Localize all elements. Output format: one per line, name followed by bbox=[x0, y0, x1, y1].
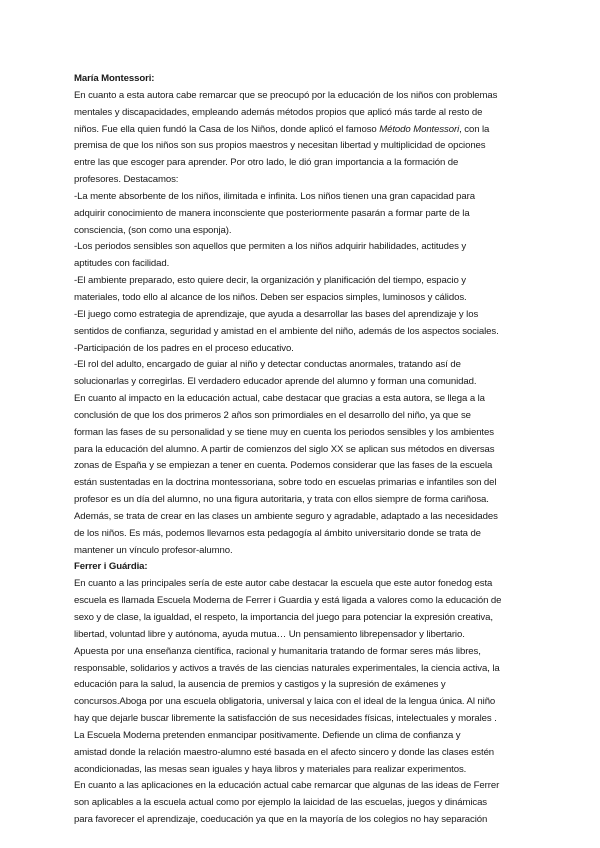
paragraph-line: materiales, todo ello al alcance de los niños. Deben ser espacios simples, luminosos y cálidos. bbox=[74, 291, 467, 303]
paragraph-line-text: , con la bbox=[459, 123, 490, 135]
paragraph-line: para favorecer el aprendizaje, coeducación ya que en la mayoría de los colegios no hay separación bbox=[74, 814, 488, 826]
paragraph-line: libertad, voluntad libre y autónoma, ayuda mutua… Un pensamiento librepensador y libertario. bbox=[74, 628, 465, 640]
paragraph-line: sentidos de confianza, seguridad y amistad en el ambiente del niño, además de los aspectos sociales. bbox=[74, 325, 499, 337]
paragraph-line: -El juego como estrategia de aprendizaje, que ayuda a desarrollar las bases del aprendizaje y los bbox=[74, 308, 479, 320]
paragraph-line: conclusión de que los dos primeros 2 años son primordiales en el desarrollo del niño, ya que se bbox=[74, 409, 471, 421]
paragraph-line: están sustentadas en la doctrina montessoriana, sobre todo en escuelas primarias e infantiles son del bbox=[74, 477, 497, 489]
paragraph-line: entre las que escoger para aprender. Por otro lado, le dió gran importancia a la formación de bbox=[74, 157, 459, 169]
paragraph-line: -El rol del adulto, encargado de guiar al niño y detectar conductas anormales, tratando así de bbox=[74, 359, 461, 371]
paragraph-line: profesores. Destacamos: bbox=[74, 174, 179, 186]
paragraph-line: sexo y de clase, la igualdad, el respeto, la importancia del juego para potenciar la expresión creativa, bbox=[74, 612, 493, 623]
paragraph-line: En cuanto a esta autora cabe remarcar que se preocupó por la educación de los niños con problemas bbox=[74, 89, 498, 101]
ferrer-body bbox=[74, 576, 534, 829]
paragraph-line: forman las fases de su personalidad y se tiene muy en cuenta los periodos sensibles y los ambientes bbox=[74, 426, 494, 438]
paragraph-line: En cuanto a las aplicaciones en la educación actual cabe remarcar que algunas de las ideas de Ferrer bbox=[74, 780, 500, 792]
paragraph-line: solucionarlas y corregirlas. El verdadero educador aprende del alumno y forman una comunidad. bbox=[74, 376, 477, 388]
paragraph-line: mantener un vínculo profesor-alumno. bbox=[74, 544, 233, 556]
paragraph-line: -Participación de los padres en el proceso educativo. bbox=[74, 342, 294, 354]
paragraph-line: Apuesta por una enseñanza científica, racional y humanitaria tratando de formar seres más libres, bbox=[74, 645, 481, 657]
paragraph-line: consciencia, (son como una esponja). bbox=[74, 224, 232, 236]
paragraph-line bbox=[74, 122, 534, 139]
section-heading-ferrer: Ferrer i Guárdia: bbox=[74, 561, 148, 573]
paragraph-line: -El ambiente preparado, esto quiere decir, la organización y planificación del tiempo, espacio y bbox=[74, 275, 466, 287]
paragraph-line: -La mente absorbente de los niños, ilimitada e infinita. Los niños tienen una gran capacidad para bbox=[74, 190, 475, 202]
paragraph-line-text: niños. Fue ella quien fundó la Casa de los Niños, donde aplicó el famoso bbox=[74, 123, 380, 135]
montessori-body bbox=[74, 138, 534, 559]
paragraph-line: hay que dejarle buscar libremente la satisfacción de sus necesidades físicas, intelectuales y morales . bbox=[74, 713, 497, 725]
paragraph-line: -Los periodos sensibles son aquellos que permiten a los niños adquirir habilidades, actitudes y bbox=[74, 241, 467, 253]
paragraph-line: premisa de que los niños son sus propios maestros y necesitan libertad y multiplicidad de opciones bbox=[74, 140, 486, 152]
paragraph-line: adquirir conocimiento de manera inconsciente que posteriormente pasarán a formar parte de la bbox=[74, 207, 470, 219]
paragraph-line: son aplicables a la escuela actual como por ejemplo la laicidad de las escuelas, juegos y dinámicas bbox=[74, 797, 487, 809]
paragraph-line: responsable, solidarios y activos a través de las ciencias naturales experimentales, la ciencia activa, la bbox=[74, 662, 500, 674]
metodo-montessori-italic: Método Montessori bbox=[379, 123, 460, 135]
section-heading-montessori: María Montessori: bbox=[74, 73, 155, 84]
paragraph-line: amistad donde la relación maestro-alumno esté basada en el afecto sincero y donde las clases estén bbox=[74, 746, 495, 758]
paragraph-line: profesor es un día del alumno, no una figura autoritaria, y trata con ellos siempre de forma cariñosa. bbox=[74, 494, 489, 506]
paragraph-line: En cuanto al impacto en la educación actual, cabe destacar que gracias a esta autora, se llega a la bbox=[74, 393, 485, 405]
paragraph-line: acondicionadas, las mesas sean iguales y haya libros y materiales para realizar experimentos. bbox=[74, 763, 467, 775]
paragraph-line: para la educación del alumno. A partir de comienzos del siglo XX se aplican sus métodos en diversas bbox=[74, 443, 495, 455]
paragraph-line: Además, se trata de crear en las clases un ambiente seguro y agradable, adaptado a las necesidades bbox=[74, 510, 498, 522]
paragraph-line: La Escuela Moderna pretenden enmancipar positivamente. Defiende un clima de confianza y bbox=[74, 729, 461, 741]
paragraph-line: mentales y discapacidades, empleando además métodos propios que aplicó más tarde al resto de bbox=[74, 106, 483, 118]
paragraph-line: de los niños. Es más, podemos llevarnos esta pedagogía al ámbito universitario donde se trata de bbox=[74, 527, 481, 539]
document-body bbox=[74, 71, 534, 829]
paragraph-line: aptitudes con facilidad. bbox=[74, 258, 170, 270]
paragraph-line: escuela es llamada Escuela Moderna de Ferrer i Guardia y está ligada a valores como la educación de bbox=[74, 595, 502, 607]
paragraph-line: En cuanto a las principales sería de este autor cabe destacar la escuela que este autor fonedog esta bbox=[74, 578, 493, 590]
paragraph-line: educación para la salud, la ausencia de premios y castigos y la supresión de exámenes y bbox=[74, 679, 446, 691]
paragraph-line: concursos.Aboga por una escuela obligatoria, universal y laica con el ideal de la lengua única. Al niño bbox=[74, 696, 496, 708]
paragraph-line: zonas de España y se empiezan a tener en cuenta. Podemos considerar que las fases de la escuela bbox=[74, 460, 493, 472]
